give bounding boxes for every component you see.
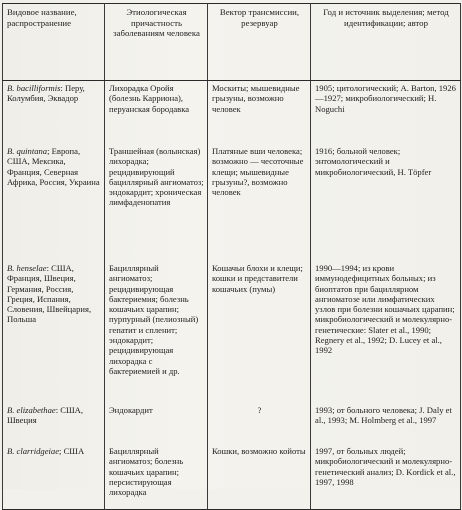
disease-cell: Траншейная (волынская) лихорадка; рецидивирующий бациллярный ангиоматоз; эндокардит; хроническая лимфаденопатия	[105, 144, 208, 261]
source-cell: 1997, от больных людей; микробиологический и молекулярно-генетический анализ; D. Kordick et al., 1997, 1998	[311, 444, 461, 510]
vector-cell: Платяные вши человека; возможно — чесоточные клещи; мышевидные грызуны?, возможно человек	[208, 144, 311, 261]
species-cell	[3, 261, 105, 403]
disease-cell: Бациллярный ангиоматоз; рецидивирующая бактериемия; болезнь кошачьих царапин; пурпурный (пелиозный) гепатит и спленит; эндокардит; рецидивирующая лихорадка с бактериемией и др.	[105, 261, 208, 403]
species-name: B. henselae	[7, 263, 47, 273]
header-source: Год и источник выделения; метод идентификации; автор	[311, 4, 461, 81]
species-cell	[3, 81, 105, 145]
species-cell	[3, 444, 105, 510]
species-name: B. clarridgeiae	[7, 446, 60, 456]
bartonella-table	[2, 3, 461, 510]
source-cell: 1993; от больного человека; J. Daly et al., 1993; M. Holmberg et al., 1997	[311, 403, 461, 444]
species-cell	[3, 403, 105, 444]
table-row	[3, 444, 461, 510]
header-disease: Этиологическая причастность заболеваниям человека	[105, 4, 208, 81]
header-vector: Вектор трансмиссии, резервуар	[208, 4, 311, 81]
table-row	[3, 403, 461, 444]
species-cell	[3, 144, 105, 261]
species-distribution: ; США	[59, 446, 85, 456]
source-cell: 1916; больной человек; энтомологический и микробиологический, H. Töpfer	[311, 144, 461, 261]
disease-cell: Эндокардит	[105, 403, 208, 444]
species-name: B. quintana	[7, 146, 48, 156]
header-row	[3, 4, 461, 81]
vector-cell: Кошачьи блохи и клещи; кошки и представители кошачьих (пумы)	[208, 261, 311, 403]
vector-cell: Москиты; мышевидные грызуны, возможно человек	[208, 81, 311, 145]
vector-cell: ?	[208, 403, 311, 444]
table-row	[3, 144, 461, 261]
source-cell: 1990—1994; из крови иммунодефицитных больных; из биоптатов при бациллярном ангиоматозе или лимфатических узлов при болезни кошачьих царапин; микробиологический и молекулярно-генетические: Slater et al., 1990; Regnery et al., 1992; D. Lucey et al., 1992	[311, 261, 461, 403]
species-distribution: : США, Швеция	[7, 405, 83, 426]
species-name: B. elizabethae	[7, 405, 56, 415]
vector-cell: Кошки, возможно койоты	[208, 444, 311, 510]
disease-cell: Лихорадка Оройя (болезнь Карриона), перуанская бородавка	[105, 81, 208, 145]
source-cell: 1905; цитологический; A. Barton, 1926—1927; микробиологический; H. Noguchi	[311, 81, 461, 145]
species-distribution: : США, Франция, Швеция, Германия, Россия, Греция, Испания, Словения, Швейцария, Польша	[7, 263, 92, 325]
disease-cell: Бациллярный ангиоматоз; болезнь кошачьих царапин; персистирующая лихорадка	[105, 444, 208, 510]
species-name: B. bacilliformis	[7, 83, 61, 93]
species-distribution: ; Европа, США, Мексика, Франция, Северная Африка, Россия, Украина	[7, 146, 100, 187]
table-row	[3, 261, 461, 403]
table-row	[3, 81, 461, 145]
species-distribution: : Перу, Колумбия, Эквадор	[7, 83, 85, 104]
header-species: Видовое название, распространение	[3, 4, 105, 81]
